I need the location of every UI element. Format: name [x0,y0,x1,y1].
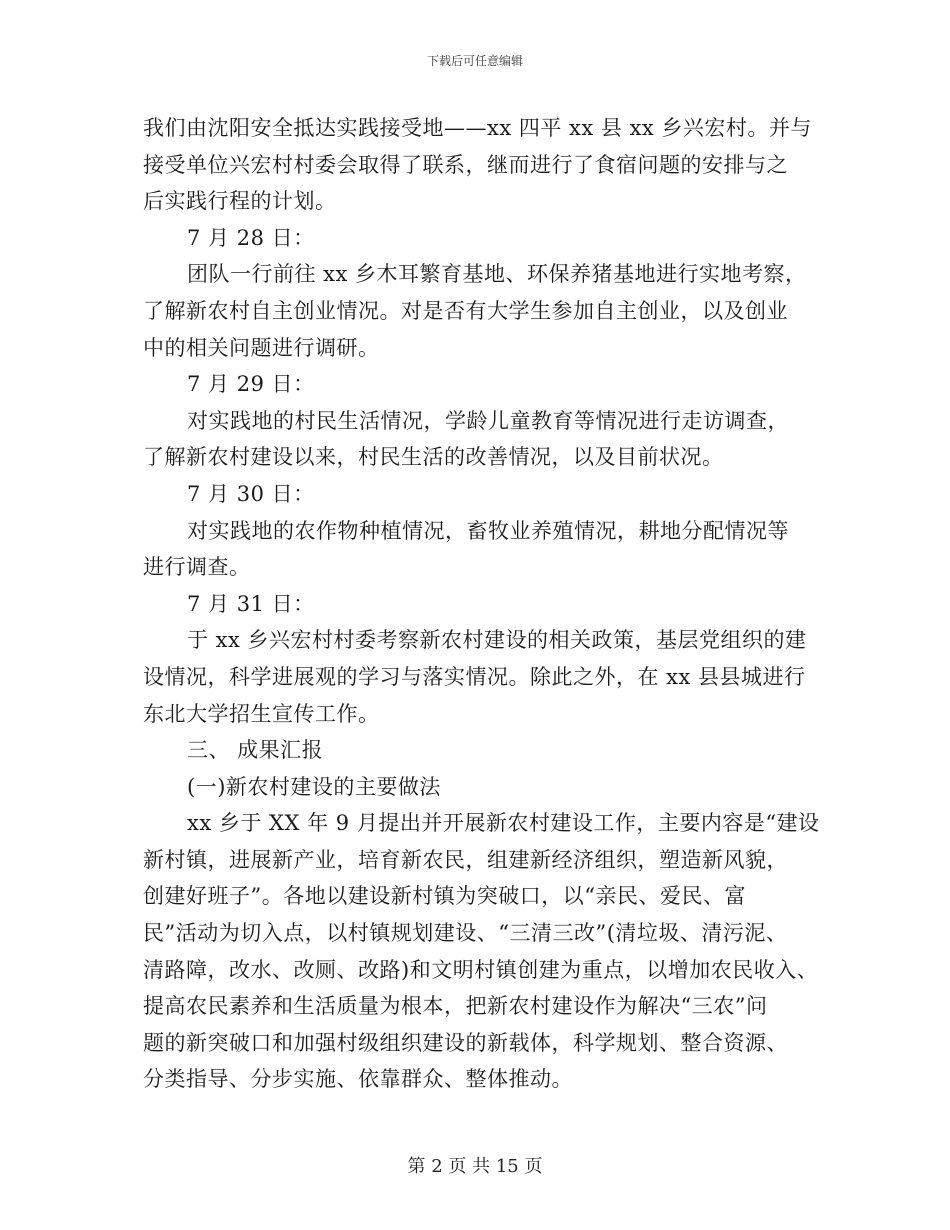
text-line: 民”活动为切入点，以村镇规划建设、“三清三改”(清垃圾、清污泥、 [143,921,788,946]
text-line: 提高农民素养和生活质量为根本，把新农村建设作为解决“三农”问 [143,994,768,1019]
text-line: 分类指导、分步实施、依靠群众、整体推动。 [143,1067,573,1092]
text-line: 对实践地的农作物种植情况，畜牧业养殖情况，耕地分配情况等 [187,518,789,543]
text-line: 7 月 31 日： [187,591,315,616]
text-line: 后实践行程的计划。 [143,189,337,214]
text-line: 了解新农村建设以来，村民生活的改善情况，以及目前状况。 [143,445,724,470]
text-line: 东北大学招生宣传工作。 [143,701,380,726]
text-line: 三、 成果汇报 [187,738,324,763]
text-line: 了解新农村自主创业情况。对是否有大学生参加自主创业，以及创业 [143,298,788,323]
page-header-note: 下载后可任意编辑 [426,54,523,68]
text-line: 7 月 28 日： [187,225,315,250]
text-line: 对实践地的村民生活情况，学龄儿童教育等情况进行走访调查， [187,408,789,433]
text-line: 团队一行前往 xx 乡木耳繁育基地、环保养猪基地进行实地考察， [187,262,807,287]
text-line: xx 乡于 XX 年 9 月提出并开展新农村建设工作，主要内容是“建设 [187,811,820,836]
text-line: 新村镇，进展新产业，培育新农民，组建新经济组织，塑造新风貌， [143,847,788,872]
text-line: 接受单位兴宏村村委会取得了联系，继而进行了食宿问题的安排与之 [143,152,788,177]
text-line: (一)新农村建设的主要做法 [187,774,441,799]
page-number: 第 2 页 共 15 页 [407,1156,543,1177]
text-line: 清路障，改水、改厕、改路)和文明村镇创建为重点，以增加农民收入、 [143,957,819,982]
text-line: 设情况，科学进展观的学习与落实情况。除此之外，在 xx 县县城进行 [143,664,806,689]
text-line: 我们由沈阳安全抵达实践接受地——xx 四平 xx 县 xx 乡兴宏村。并与 [143,116,812,140]
text-line: 中的相关问题进行调研。 [143,335,380,360]
text-line: 于 xx 乡兴宏村村委考察新农村建设的相关政策，基层党组织的建 [187,628,807,653]
text-line: 创建好班子”。各地以建设新村镇为突破口，以“亲民、爱民、富 [143,884,746,909]
text-line: 进行调查。 [143,555,251,580]
document-body [143,110,833,1098]
text-line: 7 月 30 日： [187,481,315,506]
text-line: 7 月 29 日： [187,372,315,397]
text-line: 题的新突破口和加强村级组织建设的新载体，科学规划、整合资源、 [143,1030,788,1055]
